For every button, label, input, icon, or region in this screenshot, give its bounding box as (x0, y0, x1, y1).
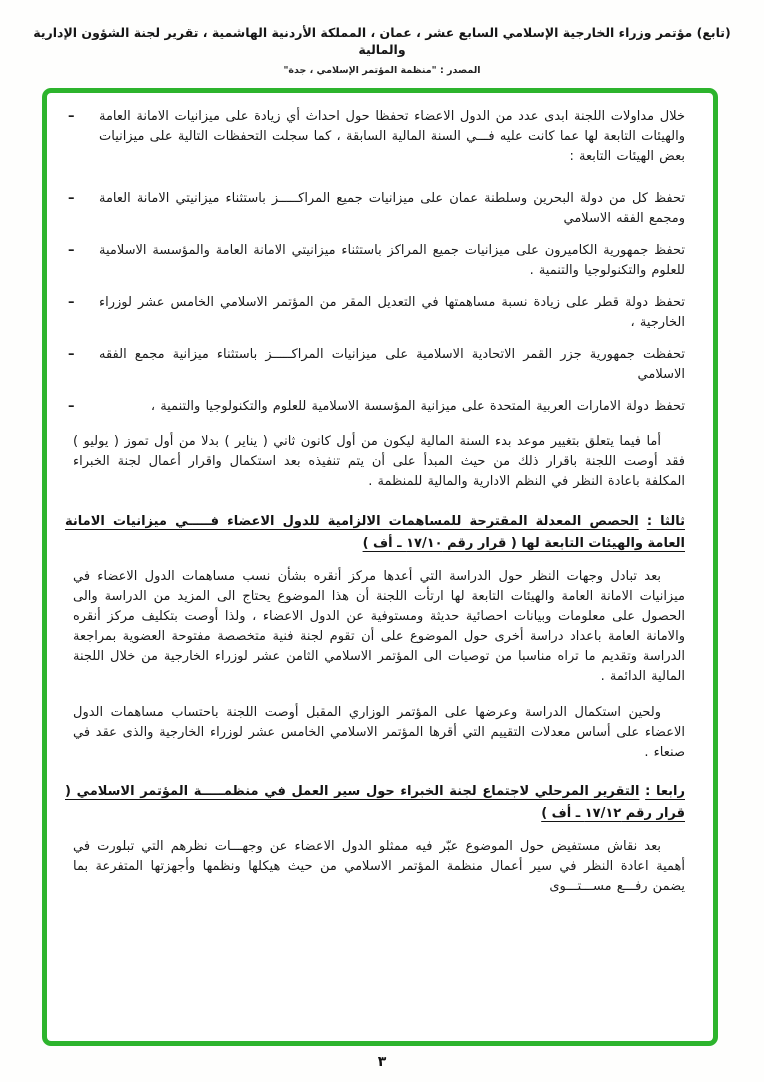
section-four-title: التقرير المرحلي لاجتماع لجنة الخبراء حول سير العمل في منظمـــــة المؤتمر الاسلامي ( قرار رقم ١٧/١٢ ـ أف ) (65, 784, 685, 821)
reservation-text: تحفظ دولة قطر على زيادة نسبة مساهمتها في التعديل المقر من المؤتمر الاسلامي الخامس عشر لوزراء الخارجية ، (99, 295, 685, 330)
section-four-label: رابعا : (645, 784, 685, 799)
section-three-heading (65, 511, 685, 555)
section-three-label: ثالثا : (646, 514, 685, 529)
section-three-title: الحصص المعدلة المقترحة للمساهمات الالزامية للدول الاعضاء فـــــي ميزانيات الامانة العامة والهيئات التابعة لها ( قرار رقم ١٧/١٠ ـ أف ) (65, 514, 685, 551)
dash-marker: – (68, 191, 75, 206)
section-three-paragraph-1: بعد تبادل وجهات النظر حول الدراسة التي أعدها مركز أنقره بشأن نسب مساهمات الدول الاعضاء في ميزانيات الامانة العامة والهيئات التابعة لها ارتأت اللجنة أن هذا الموضوع يحتاج الى المزيد من الدراسة والى الحصول على معلومات وبيانات احصائية حديثة ومستوفية عن الدول الاعضاء ، ولذا أوصت بتكليف مركز أنقره والامانة العامة باعداد دراسة أخرى حول الموضوع على أن تقوم لجنة فنية متخصصة مفتوحة العضوية بمراجعة الدراسة وتقديم ما تراه مناسبا من توصيات الى المؤتمر الاسلامي الثامن عشر لوزراء الخارجية من خلال اللجنة المالية الدائمة . (73, 569, 685, 684)
reservation-item (65, 345, 685, 385)
document-footer (0, 1051, 764, 1070)
header-source: المصدر : "منظمة المؤتمر الإسلامي ، جدة" (283, 65, 481, 76)
content-border-box (42, 88, 718, 1046)
section-four-heading (65, 781, 685, 825)
reservation-text: تحفظت جمهورية جزر القمر الاتحادية الاسلامية على ميزانيات المراكـــــز باستثناء ميزانية مجمع الفقه الاسلامي (99, 347, 685, 382)
reservation-text: تحفظ دولة الامارات العربية المتحدة على ميزانية المؤسسة الاسلامية للعلوم والتكنولوجيا والتنمية ، (150, 399, 685, 414)
dash-marker: – (68, 399, 75, 414)
section-four-paragraph-1: بعد نقاش مستفيض حول الموضوع عبّر فيه ممثلو الدول الاعضاء عن وجهـــات نظرهم التي تبلورت في أهمية اعادة النظر في سير أعمال منظمة المؤتمر الاسلامي من حيث هيكلها ونظمها وأجهزتها المتفرعة بما يضمن رفـــع مســـتـــوى (73, 839, 685, 894)
document-header (0, 0, 764, 76)
intro-text: خلال مداولات اللجنة ابدى عدد من الدول الاعضاء تحفظا حول احداث أي زيادة على ميزانيات الامانة العامة والهيئات التابعة لها عما كانت عليه فـــي السنة المالية السابقة ، كما سجلت التحفظات التالية على ميزانيات بعض الهيئات التابعة : (99, 109, 685, 164)
reservation-text: تحفظ جمهورية الكاميرون على ميزانيات جميع المراكز باستثناء ميزانيتي الامانة العامة والمؤسسة الاسلامية للعلوم والتكنولوجيا والتنمية . (99, 243, 685, 278)
reservation-item (65, 241, 685, 281)
dash-marker: – (68, 295, 75, 310)
dash-marker: – (68, 243, 75, 258)
reservation-item (65, 397, 685, 417)
page-number: ٣ (377, 1054, 387, 1070)
dash-marker: – (68, 347, 75, 362)
reservation-item (65, 293, 685, 333)
fiscal-year-paragraph: أما فيما يتعلق بتغيير موعد بدء السنة المالية ليكون من أول كانون ثاني ( يناير ) بدلا من أول تموز ( يوليو ) فقد أوصت اللجنة باقرار ذلك من حيث المبدأ على أن يتم تنفيذه بعد استكمال واقرار أعمال لجنة الخبراء المكلفة باعادة النظر في النظم الادارية والمالية للمنظمة . (73, 434, 685, 489)
header-title: (تابع) مؤتمر وزراء الخارجية الإسلامي السابع عشر ، عمان ، المملكة الأردنية الهاشمية ، تقرير لجنة الشؤون الإدارية والمالية (33, 25, 731, 57)
intro-reservation-item (65, 107, 685, 167)
section-three-paragraph-2: ولحين استكمال الدراسة وعرضها على المؤتمر الوزاري المقبل أوصت اللجنة باحتساب مساهمات الدول الاعضاء على أساس معدلات التقييم التي أقرها المؤتمر الاسلامي الخامس عشر لوزراء الخارجية والذى عقد في صنعاء . (73, 705, 685, 760)
reservation-item (65, 189, 685, 229)
reservation-text: تحفظ كل من دولة البحرين وسلطنة عمان على ميزانيات جميع المراكـــــز باستثناء ميزانيتي الامانة العامة ومجمع الفقه الاسلامي (99, 191, 685, 226)
dash-marker: – (68, 109, 75, 124)
